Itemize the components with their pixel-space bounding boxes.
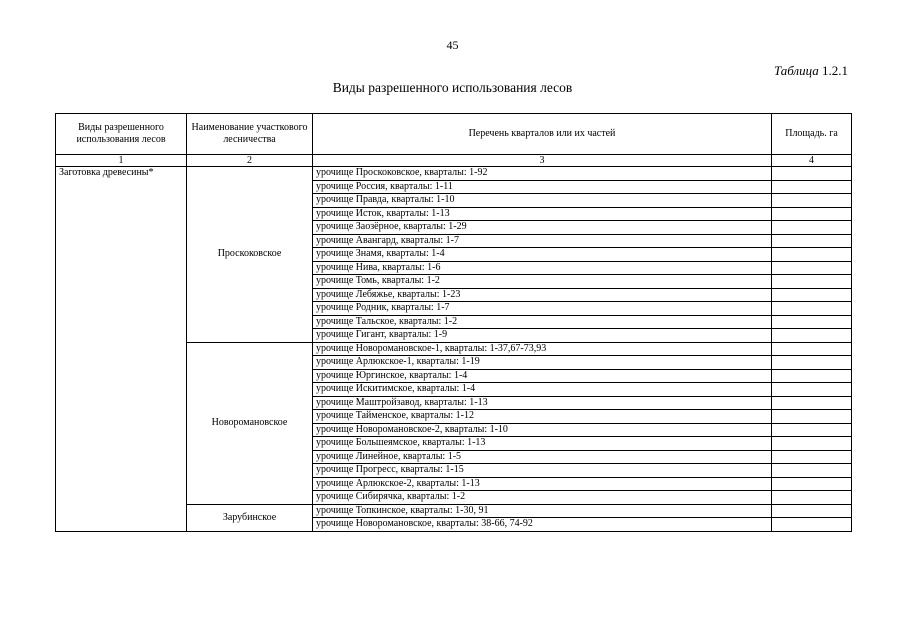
table-row	[56, 167, 852, 181]
area-cell	[772, 315, 852, 329]
column-header: Перечень кварталов или их частей	[313, 114, 772, 155]
quarters-cell: урочище Юргинское, кварталы: 1-4	[313, 369, 772, 383]
quarters-cell: урочище Исток, кварталы: 1-13	[313, 207, 772, 221]
area-cell	[772, 437, 852, 451]
quarters-cell: урочище Тальское, кварталы: 1-2	[313, 315, 772, 329]
quarters-cell: урочище Искитимское, кварталы: 1-4	[313, 383, 772, 397]
quarters-cell: урочище Тайменское, кварталы: 1-12	[313, 410, 772, 424]
area-cell	[772, 356, 852, 370]
column-header: Виды разрешенного использования лесов	[56, 114, 187, 155]
table-label-number: 1.2.1	[818, 63, 848, 78]
quarters-cell: урочище Заозёрное, кварталы: 1-29	[313, 221, 772, 235]
area-cell	[772, 194, 852, 208]
quarters-cell: урочище Знамя, кварталы: 1-4	[313, 248, 772, 262]
header-row	[56, 114, 852, 155]
forestry-cell: Проскоковское	[187, 167, 313, 343]
table-title: Виды разрешенного использования лесов	[332, 80, 573, 95]
quarters-cell: урочище Новоромановское, кварталы: 38-66, 74-92	[313, 518, 772, 532]
area-cell	[772, 329, 852, 343]
area-cell	[772, 167, 852, 181]
area-cell	[772, 248, 852, 262]
table-label-word: Таблица	[773, 63, 819, 78]
area-cell	[772, 180, 852, 194]
column-number: 2	[187, 155, 313, 167]
column-number: 1	[56, 155, 187, 167]
column-header: Площадь. га	[772, 114, 852, 155]
column-number: 4	[772, 155, 852, 167]
area-cell	[772, 234, 852, 248]
quarters-cell: урочище Маштройзавод, кварталы: 1-13	[313, 396, 772, 410]
table-label	[774, 63, 848, 79]
quarters-cell: урочище Линейное, кварталы: 1-5	[313, 450, 772, 464]
area-cell	[772, 207, 852, 221]
quarters-cell: урочище Россия, кварталы: 1-11	[313, 180, 772, 194]
forestry-cell: Новоромановское	[187, 342, 313, 504]
quarters-cell: урочище Арлюкское-2, кварталы: 1-13	[313, 477, 772, 491]
quarters-cell: урочище Лебяжье, кварталы: 1-23	[313, 288, 772, 302]
area-cell	[772, 288, 852, 302]
area-cell	[772, 518, 852, 532]
quarters-cell: урочище Нива, кварталы: 1-6	[313, 261, 772, 275]
area-cell	[772, 477, 852, 491]
quarters-cell: урочище Новоромановское-1, кварталы: 1-37,67-73,93	[313, 342, 772, 356]
area-cell	[772, 410, 852, 424]
area-cell	[772, 464, 852, 478]
quarters-cell: урочище Большеямское, кварталы: 1-13	[313, 437, 772, 451]
forest-use-table	[55, 113, 852, 532]
area-cell	[772, 423, 852, 437]
forestry-cell: Зарубинское	[187, 504, 313, 531]
column-number-row	[56, 155, 852, 167]
quarters-cell: урочище Томь, кварталы: 1-2	[313, 275, 772, 289]
quarters-cell: урочище Гигант, кварталы: 1-9	[313, 329, 772, 343]
area-cell	[772, 221, 852, 235]
quarters-cell: урочище Родник, кварталы: 1-7	[313, 302, 772, 316]
area-cell	[772, 383, 852, 397]
quarters-cell: урочище Арлюкское-1, кварталы: 1-19	[313, 356, 772, 370]
area-cell	[772, 396, 852, 410]
use-type-cell: Заготовка древесины*	[56, 167, 187, 532]
quarters-cell: урочище Авангард, кварталы: 1-7	[313, 234, 772, 248]
area-cell	[772, 342, 852, 356]
quarters-cell: урочище Новоромановское-2, кварталы: 1-10	[313, 423, 772, 437]
area-cell	[772, 302, 852, 316]
quarters-cell: урочище Проскоковское, кварталы: 1-92	[313, 167, 772, 181]
area-cell	[772, 504, 852, 518]
page-number: 45	[446, 38, 459, 52]
column-header: Наименование участкового лесничества	[187, 114, 313, 155]
table-body	[56, 167, 852, 532]
quarters-cell: урочище Прогресс, кварталы: 1-15	[313, 464, 772, 478]
area-cell	[772, 450, 852, 464]
area-cell	[772, 369, 852, 383]
area-cell	[772, 491, 852, 505]
area-cell	[772, 275, 852, 289]
quarters-cell: урочище Правда, кварталы: 1-10	[313, 194, 772, 208]
column-number: 3	[313, 155, 772, 167]
quarters-cell: урочище Сибирячка, кварталы: 1-2	[313, 491, 772, 505]
area-cell	[772, 261, 852, 275]
quarters-cell: урочище Топкинское, кварталы: 1-30, 91	[313, 504, 772, 518]
